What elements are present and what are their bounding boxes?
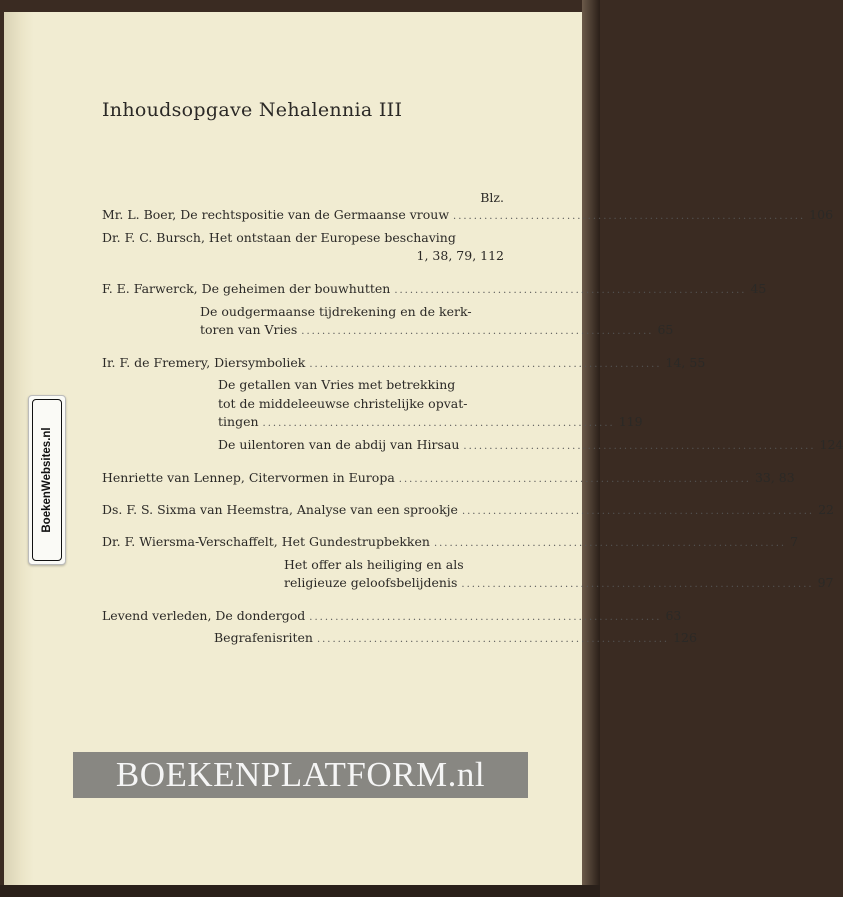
toc-entry-text: De getallen van Vries met betrekking [218,377,456,392]
leader-dots: .................................................................... [461,506,815,517]
toc-entry-text: De uilentoren van de abdij van Hirsau [218,437,460,452]
toc-entry-text: religieuze geloofsbelijdenis [284,575,458,590]
toc-entry-page: 45 [750,281,767,296]
leader-dots: .................................................................... [316,634,670,645]
toc-entry-text: toren van Vries [200,322,298,337]
book-bottom-edge [0,885,600,897]
leader-dots: .................................................................... [301,326,654,337]
toc-entry [102,207,834,222]
toc-entry-page: 7 [790,534,799,549]
toc-entry [200,322,674,337]
toc-entry-text: tingen [218,414,259,429]
toc-entry-text: De oudgermaanse tijdrekening en de kerk- [200,304,472,319]
toc-entry-text: Begrafenisriten [214,630,313,645]
toc-entry-text: Dr. F. Wiersma-Verschaffelt, Het Gundestrupbekken [102,534,430,549]
toc-entry-page: 106 [809,207,834,222]
toc-entry-page: 97 [817,575,834,590]
leader-dots: .................................................................... [461,579,814,590]
toc-entry [218,437,843,452]
toc-entry-text: Het offer als heiliging en als [284,557,464,572]
toc-entry-text: Levend verleden, De dondergod [102,608,306,623]
toc-entry-page: 14, 55 [665,355,706,370]
toc-entry [102,534,799,549]
toc-entry-page: 65 [657,322,674,337]
leader-dots: .................................................................... [309,359,662,370]
leader-dots: .................................................................... [433,538,787,549]
toc-entry-text: tot de middeleeuwse christelijke opvat- [218,396,468,411]
page-title: Inhoudsopgave Nehalennia III [102,99,403,121]
toc-entry-text: Dr. F. C. Bursch, Het ontstaan der Europese beschaving [102,230,456,245]
bookmark-sticker [28,395,66,565]
toc-entry-text: Mr. L. Boer, De rechtspositie van de Germaanse vrouw [102,207,450,222]
toc-entry [102,608,682,623]
toc-entry-page: 124 [819,437,843,452]
sticker-label: BoekenWebsites.nl [41,427,53,533]
toc-entry-page: 22 [818,502,834,517]
leader-dots: .................................................................... [309,612,662,623]
leader-dots: .................................................................... [453,211,806,222]
toc-entry [214,630,697,645]
toc-entry [284,575,834,590]
sticker-border [32,399,62,561]
toc-entry [218,414,643,429]
leader-dots: .................................................................... [394,285,747,296]
toc-entry-text: Ds. F. S. Sixma van Heemstra, Analyse van een sprookje [102,502,458,517]
leader-dots: .................................................................... [262,418,615,429]
toc-entry-page: 126 [673,630,697,645]
toc-entry-page: 33, 83 [754,470,795,485]
toc-entry [102,355,706,370]
leader-dots: .................................................................... [463,441,816,452]
watermark-text: BOEKENPLATFORM.nl [115,755,486,794]
leader-dots: .................................................................... [398,474,751,485]
watermark-banner [73,752,528,798]
toc-entry-page: 63 [665,608,682,623]
toc-entry-text: Henriette van Lennep, Citervormen in Europa [102,470,395,485]
toc-entry-page: 119 [618,414,643,429]
toc-entry-page: 1, 38, 79, 112 [416,248,504,263]
toc-entry [102,281,767,296]
toc-entry-text: F. E. Farwerck, De geheimen der bouwhutten [102,281,391,296]
page-column-header: Blz. [480,190,504,205]
toc-entry-text: Ir. F. de Fremery, Diersymboliek [102,355,306,370]
toc-entry [102,502,834,517]
toc-entry [102,470,795,485]
